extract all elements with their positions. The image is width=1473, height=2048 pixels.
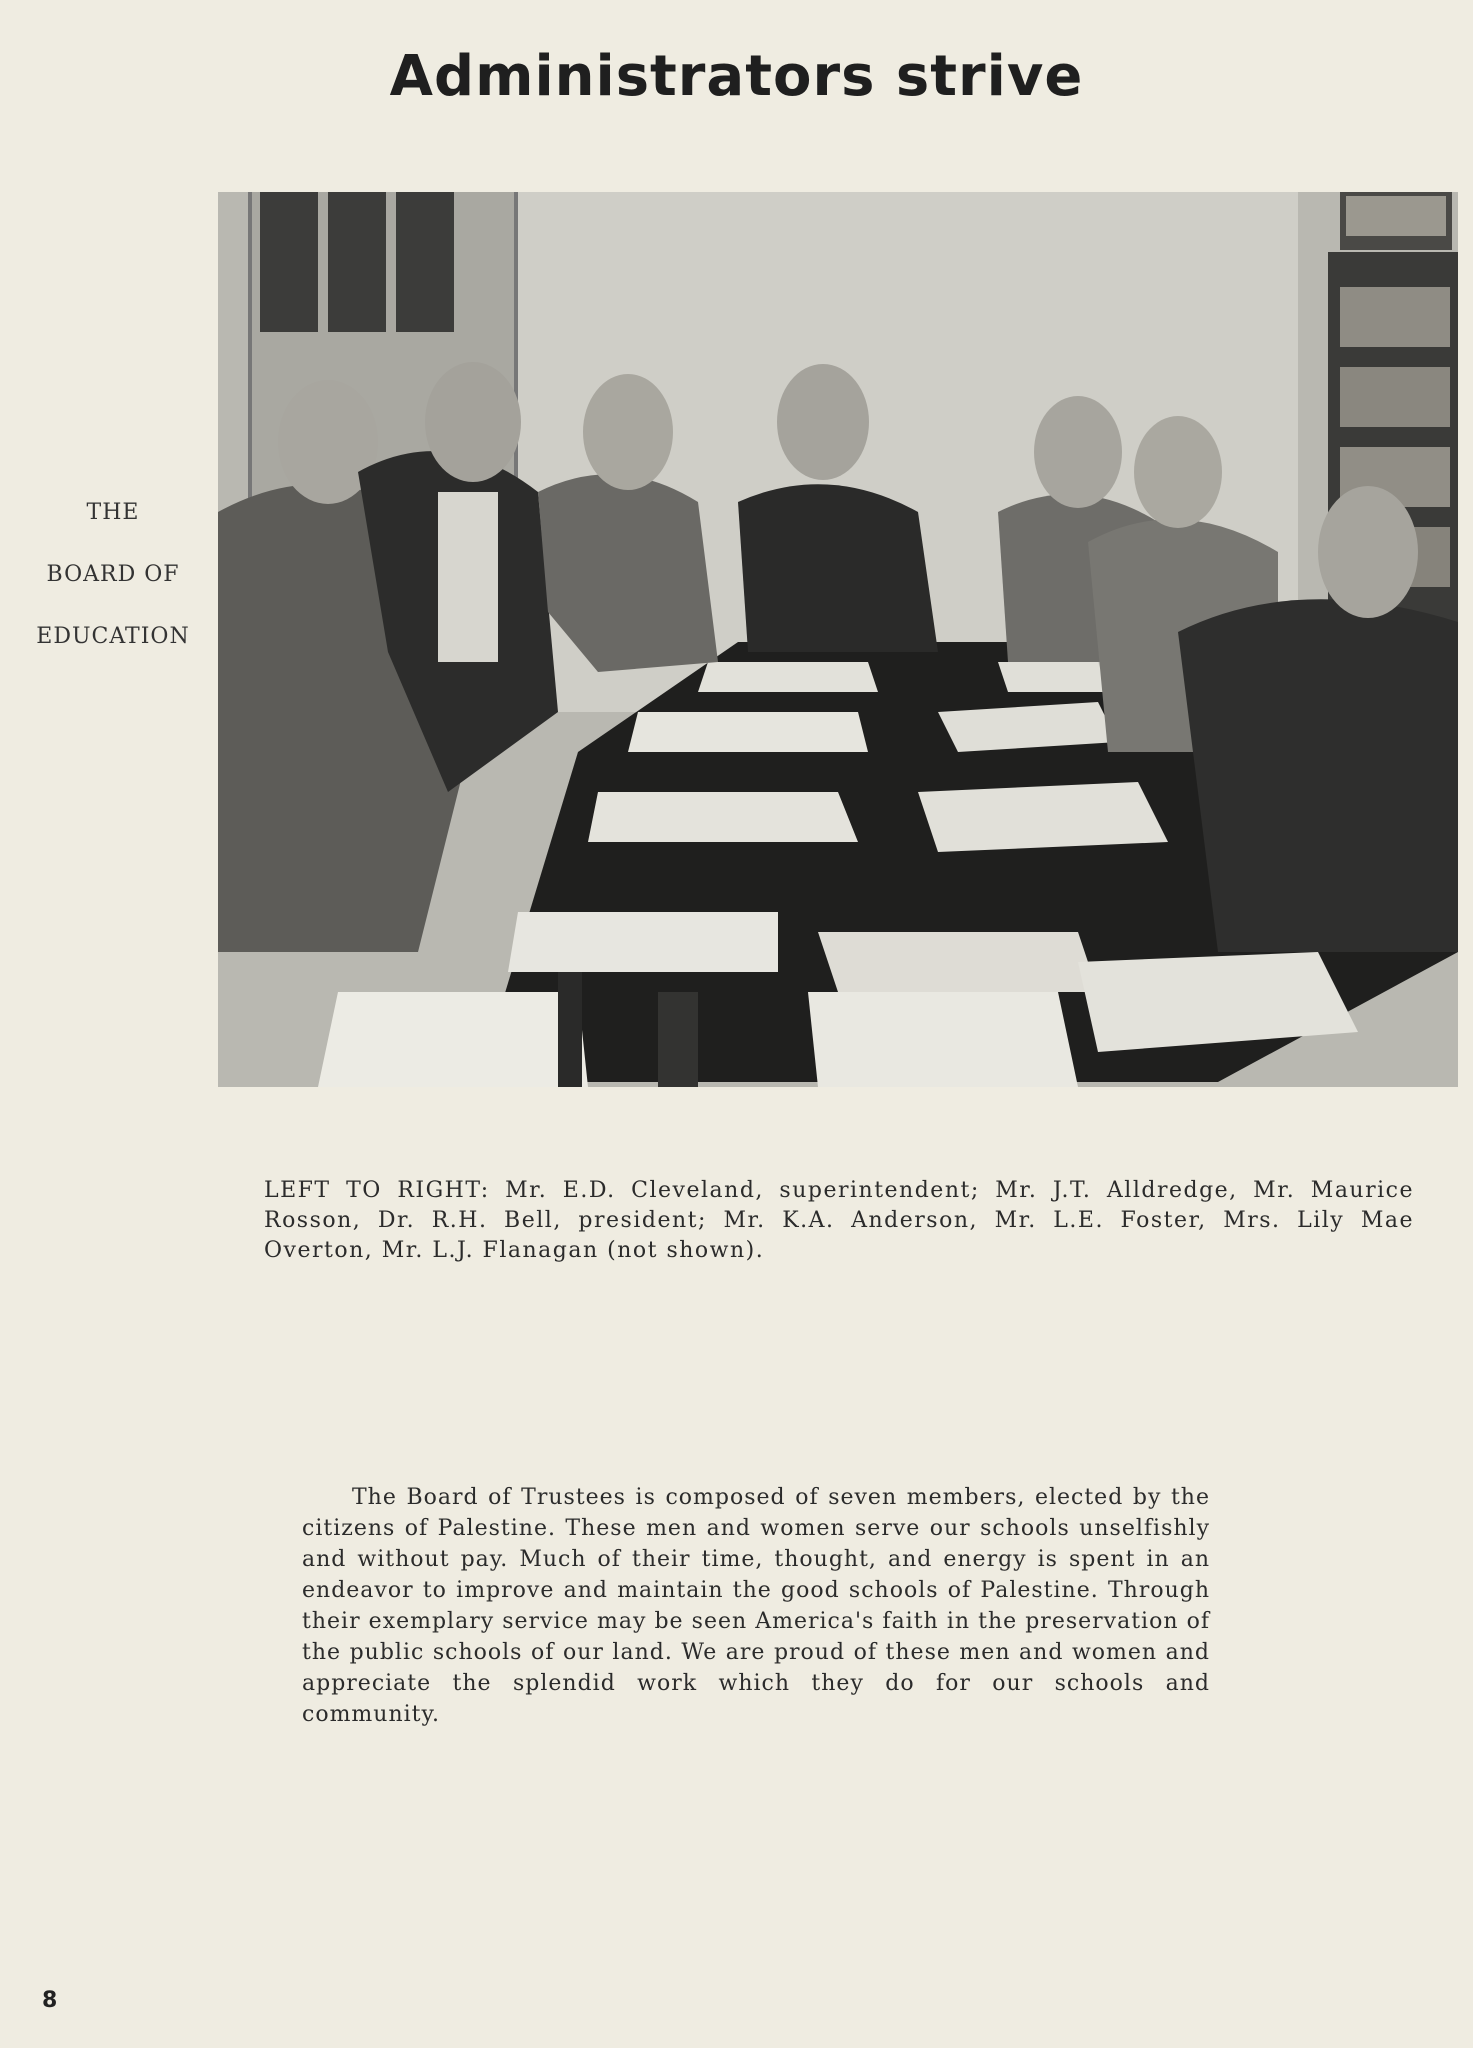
section-side-label [28,498,198,684]
board-meeting-photo [218,192,1458,1087]
side-label-line-3: EDUCATION [36,624,190,649]
page-number: 8 [42,1988,58,2013]
side-label-line-1: THE [86,500,140,525]
side-label-line-2: BOARD OF [46,562,180,587]
body-paragraph: The Board of Trustees is composed of seven members, elected by the citizens of Palestine. These men and women serve our schools unselfishly and without pay. Much of their time, thought, and energy is spent in an endeavor to improve and maintain the good schools of Palestine. Through their exemplary service may be seen America's faith in the preservation of the public schools of our land. We are proud of these men and women and appreciate the splendid work which they do for our schools and community. [302,1485,1210,1727]
body-paragraph-container [302,1482,1210,1730]
page-headline: Administrators strive [389,44,1084,109]
photo-illustration [218,192,1458,1087]
photo-caption: LEFT TO RIGHT: Mr. E.D. Cleveland, superintendent; Mr. J.T. Alldredge, Mr. Maurice Rosson, Dr. R.H. Bell, president; Mr. K.A. Anderson, Mr. L.E. Foster, Mrs. Lily Mae Overton, Mr. L.J. Flanagan (not shown). [264,1178,1414,1263]
